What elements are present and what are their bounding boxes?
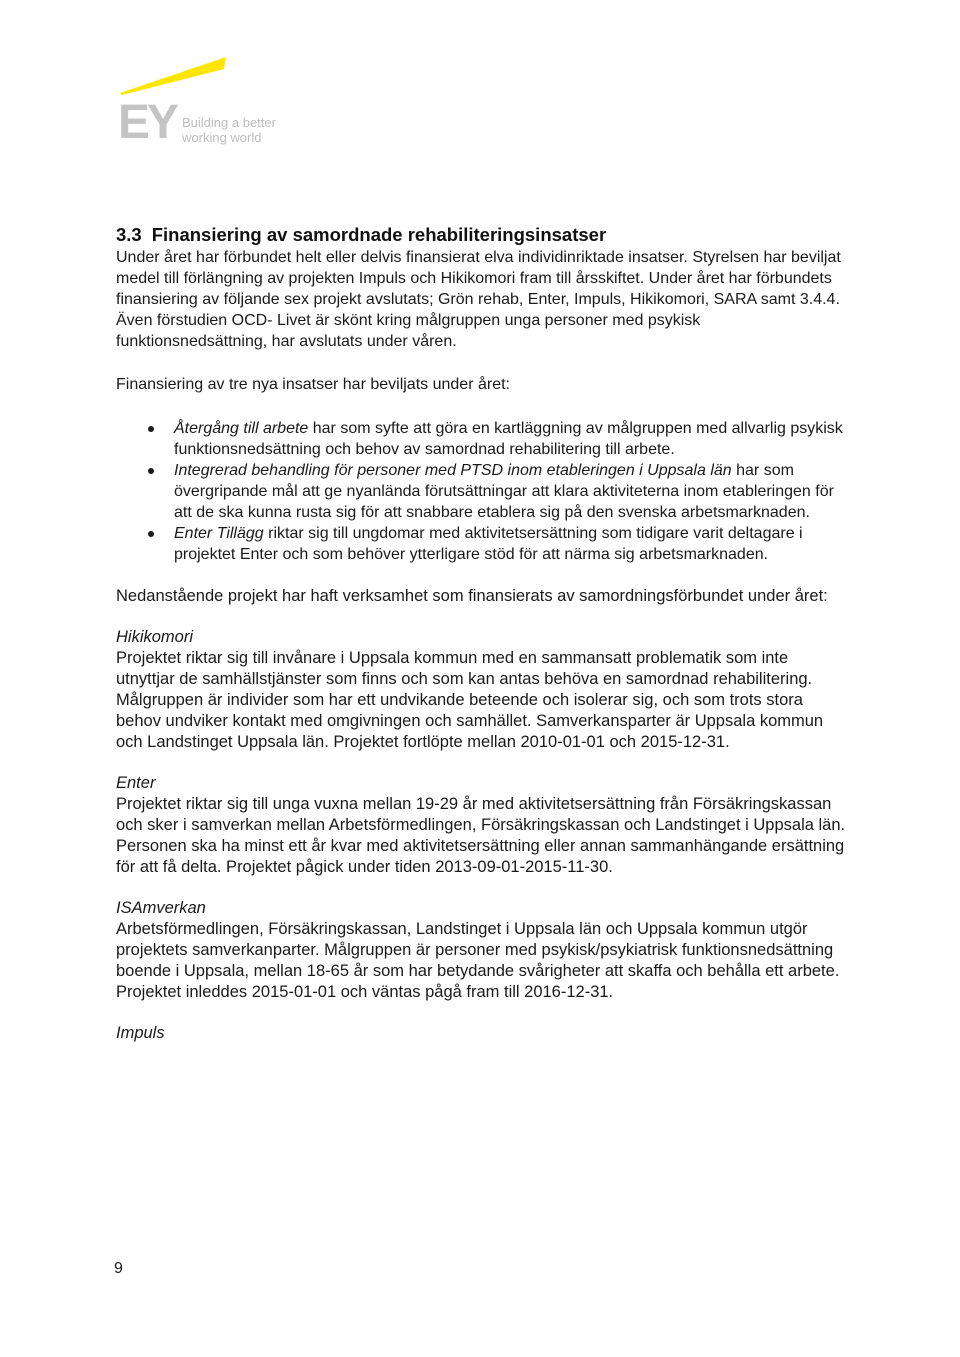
initiative-name: Integrerad behandling för personer med PTSD inom etableringen i Uppsala län (174, 462, 732, 479)
new-initiatives-lead: Finansiering av tre nya insatser har beviljats under året: (116, 376, 510, 393)
project-text: Arbetsförmedlingen, Försäkringskassan, Landstinget i Uppsala län och Uppsala kommun utgör projektets samverkanparter. Målgruppen är personer med psykisk/psykiatrisk funktionsnedsättning boende i Uppsala, mellan 18-65 år som har betydande svårigheter att skaffa och behålla ett arbete. Projektet inleddes 2015-01-01 och väntas pågå fram till 2016-12-31. (116, 920, 840, 1001)
initiative-name: Återgång till arbete (174, 420, 309, 437)
project-title: ISAmverkan (116, 899, 206, 917)
projects-lead: Nedanstående projekt har haft verksamhet som finansierats av samordningsförbundet under året: (116, 587, 828, 605)
project-text: Projektet riktar sig till unga vuxna mellan 19-29 år med aktivitetsersättning från Försäkringskassan och sker i samverkan mellan Arbetsförmedlingen, Försäkringskassan och Landstinget i Uppsala län. Personen ska ha minst ett år kvar med aktivitetsersättning eller annan sammanhängande ersättning för att få delta. Projektet pågick under tiden 2013-09-01-2015-11-30. (116, 795, 846, 876)
initiative-text: har som övergripande mål att ge nyanlända förutsättningar att klara aktiviteterna inom etableringen för att de ska kunna rusta sig för att snabbare etablera sig på den svenska arbetsmarknaden. (174, 462, 834, 521)
list-item (174, 460, 851, 523)
document-body (116, 224, 851, 1044)
logo-tagline (182, 115, 276, 145)
list-item (174, 523, 851, 565)
project-enter (116, 773, 851, 878)
logo-tagline-line1: Building a better (182, 115, 276, 130)
ey-logo (118, 55, 318, 149)
project-text: Projektet riktar sig till invånare i Uppsala kommun med en sammansatt problematik som inte utnyttjar de samhällstjänster som finns och som kan antas behöva en samordnad rehabilitering. Målgruppen är individer som har ett undvikande beteende och isolerar sig, och som trots stora behov undviker kontakt med omgivningen och samhället. Samverkansparter är Uppsala kommun och Landstinget Uppsala län. Projektet fortlöpte mellan 2010-01-01 och 2015-12-31. (116, 649, 824, 751)
page-number: 9 (114, 1260, 123, 1277)
project-impuls (116, 1023, 851, 1044)
project-title: Impuls (116, 1024, 165, 1042)
intro-paragraph: Under året har förbundet helt eller delvis finansierat elva individinriktade insatser. Styrelsen har beviljat medel till förlängning av projekten Impuls och Hikikomori fram till årsskiftet. Under året har förbundets finansiering av följande sex projekt avslutats; Grön rehab, Enter, Impuls, Hikikomori, SARA samt 3.4.4. Även förstudien OCD- Livet är skönt kring målgruppen unga personer med psykisk funktionsnedsättning, har avslutats under våren. (116, 249, 841, 350)
project-isamverkan (116, 898, 851, 1003)
section-title: Finansiering av samordnade rehabiliteringsinsatser (151, 224, 607, 245)
section-number: 3.3 (116, 224, 142, 245)
initiative-text: har som syfte att göra en kartläggning av målgruppen med allvarlig psykisk funktionsnedsättning och behov av samordnad rehabilitering till arbete. (174, 420, 843, 458)
logo-tagline-line2: working world (182, 130, 262, 145)
initiative-name: Enter Tillägg (174, 525, 264, 542)
initiatives-list (116, 418, 851, 565)
project-title: Enter (116, 774, 156, 792)
logo-beam-icon (118, 55, 228, 99)
section-heading (116, 224, 851, 246)
project-hikikomori (116, 627, 851, 753)
initiative-text: riktar sig till ungdomar med aktivitetsersättning som tidigare varit deltagare i projektet Enter och som behöver ytterligare stöd för att närma sig arbetsmarknaden. (174, 525, 803, 563)
project-title: Hikikomori (116, 628, 194, 646)
list-item (174, 418, 851, 460)
logo-mark: EY (118, 96, 177, 149)
